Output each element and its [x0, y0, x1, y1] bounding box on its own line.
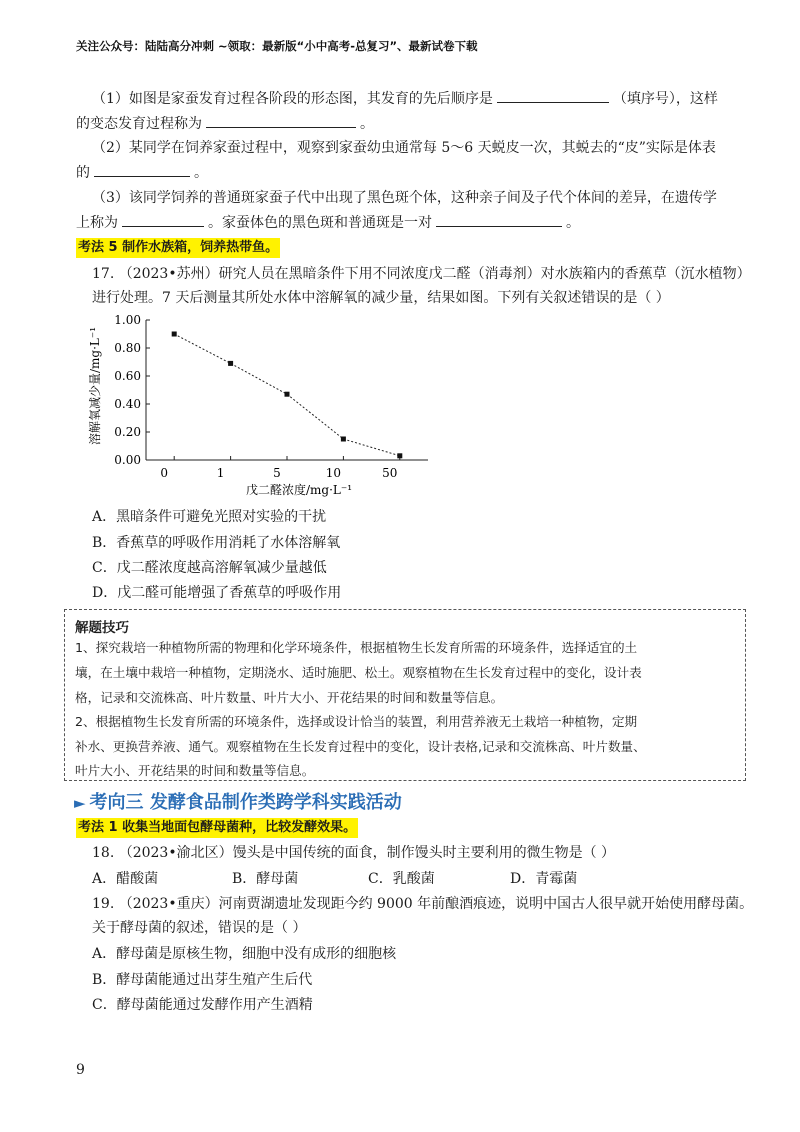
chart-x-label: 戊二醛浓度/mg·L⁻¹ — [245, 483, 353, 497]
chart-y-tick-label: 1.00 — [114, 313, 141, 327]
answer-blank-1[interactable] — [497, 88, 609, 103]
chart-y-label: 溶解氧减少量/mg·L⁻¹ — [88, 326, 102, 446]
silkworm-l6a: 上称为 — [76, 215, 118, 231]
q18-option-d[interactable]: D．青霉菌 — [510, 871, 578, 887]
section-3-heading — [74, 788, 402, 814]
q19-line-2: 关于酵母菌的叙述，错误的是（ ） — [92, 920, 307, 936]
silkworm-line-5: （3）该同学饲养的普通斑家蚕子代中出现了黑色斑个体，这种亲子间及子代个体间的差异，在遗传学 — [92, 190, 717, 206]
tips-p2-line-3: 叶片大小、开花结果的时间和数量等信息。 — [75, 763, 315, 778]
q18-option-b[interactable]: B．酵母菌 — [232, 871, 299, 887]
triangle-marker-icon: ► — [74, 794, 86, 812]
silkworm-line-4 — [76, 162, 208, 183]
tips-p2-line-1: 2、根据植物生长发育所需的环境条件，选择或设计恰当的装置，利用营养液无土栽培一种植物，定期 — [75, 714, 638, 729]
silkworm-line-3: （2）某同学在饲养家蚕过程中，观察到家蚕幼虫通常每 5～6 天蜕皮一次，其蜕去的“皮”实际是体表 — [92, 140, 716, 156]
q17-line-2: 进行处理。7 天后测量其所处水体中溶解氧的减少量，结果如图。下列有关叙述错误的是（ ） — [92, 290, 670, 306]
kaofa-5-label: 考法 5 制作水族箱，饲养热带鱼。 — [76, 238, 280, 258]
answer-blank-4[interactable] — [122, 212, 204, 227]
q19-option-b[interactable]: B．酵母菌能通过出芽生殖产生后代 — [92, 972, 313, 988]
chart-data-point — [228, 361, 233, 366]
chart-y-tick-label: 0.40 — [114, 397, 141, 411]
silkworm-line-1 — [92, 88, 718, 109]
silkworm-l1a: （1）如图是家蚕发育过程各阶段的形态图，其发育的先后顺序是 — [92, 91, 493, 107]
answer-blank-5[interactable] — [436, 212, 562, 227]
silkworm-line-2 — [76, 113, 374, 134]
tips-title: 解题技巧 — [75, 620, 129, 636]
silkworm-l2a: 的变态发育过程称为 — [76, 116, 202, 132]
q17-option-c[interactable]: C．戊二醛浓度越高溶解氧减少量越低 — [92, 560, 327, 576]
silkworm-l2b: 。 — [360, 116, 374, 132]
chart-data-point — [172, 332, 177, 337]
q19-option-c[interactable]: C．酵母菌能通过发酵作用产生酒精 — [92, 997, 313, 1013]
page-header: 关注公众号：陆陆高分冲刺 ~领取：最新版“小中高考-总复习”、最新试卷下载 — [76, 39, 478, 53]
q19-option-a[interactable]: A．酵母菌是原核生物，细胞中没有成形的细胞核 — [92, 946, 397, 962]
tips-p1-line-3: 格，记录和交流株高、叶片数量、叶片大小、开花结果的时间和数量等信息。 — [75, 690, 504, 705]
chart-y-tick-label: 0.60 — [114, 369, 141, 383]
q17-option-b[interactable]: B．香蕉草的呼吸作用消耗了水体溶解氧 — [92, 535, 341, 551]
chart-data-point — [285, 392, 290, 397]
chart-data-point — [341, 437, 346, 442]
kaofa-1-label: 考法 1 收集当地面包酵母菌种，比较发酵效果。 — [76, 818, 358, 838]
chart-y-tick-label: 0.00 — [114, 453, 141, 467]
q18-option-c[interactable]: C．乳酸菌 — [368, 871, 435, 887]
tips-p1-line-1: 1、探究栽培一种植物所需的物理和化学环境条件，根据植物生长发育所需的环境条件，选择适宜的土 — [75, 640, 638, 655]
silkworm-l1b: （填序号），这样 — [612, 91, 718, 107]
chart-data-point — [397, 453, 402, 458]
silkworm-l6b: 。家蚕体色的黑色斑和普通斑是一对 — [208, 215, 432, 231]
silkworm-l4a: 的 — [76, 165, 90, 181]
dissolved-oxygen-chart — [84, 310, 454, 500]
chart-y-tick-label: 0.80 — [114, 341, 141, 355]
chart-x-tick-label: 1 — [216, 466, 225, 480]
q17-line-1: 17. （2023•苏州）研究人员在黑暗条件下用不同浓度戊二醛（消毒剂）对水族箱内的香蕉草（沉水植物） — [92, 266, 751, 282]
chart-y-tick-label: 0.20 — [114, 425, 141, 439]
chart-x-tick-label: 5 — [273, 466, 281, 480]
q18-option-a[interactable]: A．醋酸菌 — [92, 871, 159, 887]
tips-p1-line-2: 壤，在土壤中栽培一种植物，定期浇水、适时施肥、松土。观察植物在生长发育过程中的变化，设计表 — [75, 665, 642, 680]
silkworm-line-6 — [76, 212, 580, 233]
q17-option-d[interactable]: D．戊二醛可能增强了香蕉草的呼吸作用 — [92, 585, 342, 601]
solution-tips-box — [64, 609, 746, 781]
q18-stem: 18. （2023•渝北区）馒头是中国传统的面食，制作馒头时主要利用的微生物是（ ） — [92, 845, 616, 861]
silkworm-l4b: 。 — [194, 165, 208, 181]
q19-line-1: 19. （2023•重庆）河南贾湖遗址发现距今约 9000 年前酿酒痕迹，说明中国古人很早就开始使用酵母菌。 — [92, 896, 754, 912]
answer-blank-3[interactable] — [94, 162, 190, 177]
section-3-title: 考向三 发酵食品制作类跨学科实践活动 — [89, 792, 402, 813]
page-number: 9 — [76, 1062, 85, 1078]
q17-option-a[interactable]: A．黑暗条件可避免光照对实验的干扰 — [92, 509, 327, 525]
chart-x-tick-label: 10 — [325, 466, 342, 480]
chart-x-tick-label: 50 — [382, 466, 398, 480]
answer-blank-2[interactable] — [206, 113, 356, 128]
tips-p2-line-2: 补水、更换营养液、通气。观察植物在生长发育过程中的变化，设计表格,记录和交流株高、叶片数量、 — [75, 739, 646, 754]
silkworm-l6c: 。 — [566, 215, 580, 231]
chart-x-tick-label: 0 — [160, 466, 169, 480]
